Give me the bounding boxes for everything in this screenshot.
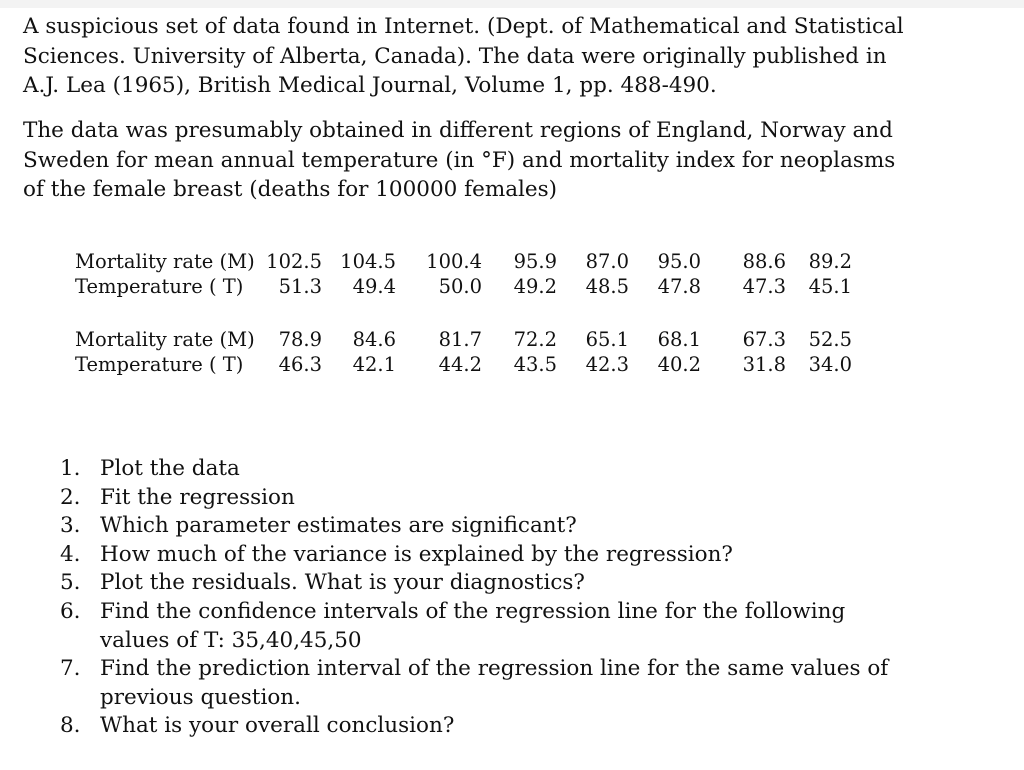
mortality-value: 84.6 (352, 328, 396, 351)
question-text: Find the prediction interval of the regression line for the same values of previous question. (100, 656, 889, 710)
question-number: 2. (60, 484, 81, 510)
temperature-value: 43.5 (513, 353, 557, 376)
question-text: Which parameter estimates are significant? (100, 513, 577, 539)
mortality-value: 89.2 (808, 250, 852, 273)
mortality-value: 104.5 (340, 250, 396, 273)
question-item (60, 541, 920, 570)
mortality-value: 81.7 (438, 328, 482, 351)
question-number: 4. (60, 541, 81, 567)
question-item (60, 484, 920, 513)
mortality-row-label: Mortality rate (M) (75, 328, 255, 351)
question-item (60, 655, 920, 712)
mortality-value: 78.9 (278, 328, 322, 351)
question-item (60, 455, 920, 484)
temperature-value: 47.3 (742, 275, 786, 298)
question-list (60, 455, 920, 741)
question-number: 5. (60, 570, 81, 596)
question-number: 6. (60, 598, 81, 624)
temperature-value: 44.2 (438, 353, 482, 376)
mortality-row-label: Mortality rate (M) (75, 250, 255, 273)
temperature-value: 40.2 (657, 353, 701, 376)
temperature-row-label: Temperature ( T) (75, 275, 244, 298)
question-item (60, 598, 920, 655)
mortality-value: 102.5 (266, 250, 322, 273)
mortality-value: 65.1 (585, 328, 629, 351)
temperature-value: 47.8 (657, 275, 701, 298)
question-number: 3. (60, 513, 81, 539)
temperature-value: 51.3 (278, 275, 322, 298)
mortality-value: 100.4 (426, 250, 482, 273)
temperature-value: 49.4 (352, 275, 396, 298)
temperature-value: 50.0 (438, 275, 482, 298)
temperature-value: 46.3 (278, 353, 322, 376)
question-item (60, 569, 920, 598)
mortality-value: 52.5 (808, 328, 852, 351)
mortality-value: 67.3 (742, 328, 786, 351)
question-text: Fit the regression (100, 484, 295, 510)
temperature-value: 31.8 (742, 353, 786, 376)
question-number: 8. (60, 713, 81, 739)
temperature-value: 42.3 (585, 353, 629, 376)
mortality-value: 87.0 (585, 250, 629, 273)
question-text: What is your overall conclusion? (100, 713, 455, 739)
temperature-value: 49.2 (513, 275, 557, 298)
temperature-value: 48.5 (585, 275, 629, 298)
question-item (60, 512, 920, 541)
question-text: Plot the data (100, 456, 240, 481)
mortality-value: 95.0 (657, 250, 701, 273)
mortality-value: 88.6 (742, 250, 786, 273)
intro-paragraph-description: The data was presumably obtained in different regions of England, Norway and Sweden for mean annual temperature (in °F) and mortality index for neoplasms of the female breast (deaths for 100000 females) (23, 118, 896, 202)
temperature-row-label: Temperature ( T) (75, 353, 244, 376)
question-text: Find the confidence intervals of the regression line for the following values of T: 35,40,45,50 (100, 598, 846, 653)
question-number: 1. (60, 456, 81, 481)
mortality-value: 72.2 (513, 328, 557, 351)
question-text: Plot the residuals. What is your diagnostics? (100, 570, 585, 596)
temperature-value: 45.1 (808, 275, 852, 298)
intro-paragraph-source: A suspicious set of data found in Internet. (Dept. of Mathematical and Statistical Sciences. University of Alberta, Canada). The data were originally published in A.J. Lea (1965), British Medical Journal, Volume 1, pp. 488-490. (23, 14, 904, 98)
question-text: How much of the variance is explained by the regression? (100, 541, 733, 567)
question-number: 7. (60, 656, 81, 682)
mortality-value: 68.1 (657, 328, 701, 351)
temperature-value: 34.0 (808, 353, 852, 376)
temperature-value: 42.1 (352, 353, 396, 376)
question-item (60, 712, 920, 741)
mortality-value: 95.9 (513, 250, 557, 273)
top-bar (0, 0, 1024, 8)
